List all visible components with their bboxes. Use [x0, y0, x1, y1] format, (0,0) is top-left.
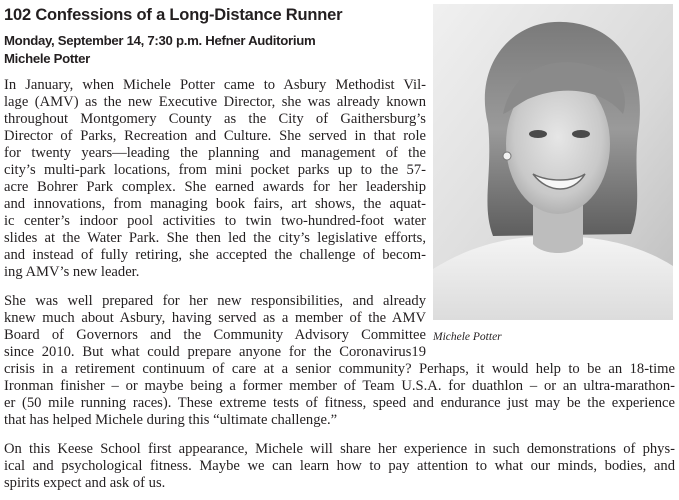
paragraph-2-line: er (50 mile running races). These extreme tests of fitness, speed and endurance just may be the experience [4, 395, 675, 411]
paragraph-3-line: spirits expect and ask of us. [4, 475, 166, 491]
paragraph-1-line: ic center’s indoor pool activities to twin two-hundred-foot water [4, 213, 426, 229]
paragraph-1-line: In January, when Michele Potter came to Asbury Methodist Vil- [4, 77, 426, 93]
paragraph-1-line: acre Bohrer Park complex. She earned awards for her leadership [4, 179, 426, 195]
paragraph-2-line: Ironman finisher – or maybe being a former member of Team U.S.A. for duathlon – or an ultra-marathon- [4, 378, 675, 394]
paragraph-2-line: knew much about Asbury, having served as a member of the AMV [4, 310, 426, 326]
paragraph-2-line: since 2010. But what could prepare anyone for the Coronavirus19 [4, 344, 426, 360]
paragraph-2-line: that has helped Michele during this “ultimate challenge.” [4, 412, 338, 428]
paragraph-1-line: city’s multi-park locations, from mini pocket parks up to the 57- [4, 162, 426, 178]
portrait-photo [433, 4, 673, 320]
paragraph-1-line: lage (AMV) as the new Executive Director, she was already known [4, 94, 426, 110]
page-title: 102 Confessions of a Long-Distance Runner [4, 6, 343, 24]
paragraph-2-line: Board of Governors and the Community Advisory Committee [4, 327, 426, 343]
paragraph-3-line: ical and psychological fitness. Maybe we can learn how to pay attention to what our minds, bodies, and [4, 458, 675, 474]
paragraph-1-line: Director of Parks, Recreation and Culture. She served in that role [4, 128, 426, 144]
event-details: Monday, September 14, 7:30 p.m. Hefner Auditorium [4, 33, 316, 48]
paragraph-1-line: slides at the Water Park. She then led the city’s legislative efforts, [4, 230, 426, 246]
paragraph-3-line: On this Keese School first appearance, Michele will share her experience in such demonstrations of phys- [4, 441, 675, 457]
photo-caption: Michele Potter [433, 331, 502, 343]
paragraph-1-line: and innovations, from managing book fairs, art shows, the aquat- [4, 196, 426, 212]
speaker-name: Michele Potter [4, 51, 90, 66]
paragraph-1-line: throughout Montgomery County as the City of Gaithersburg’s [4, 111, 426, 127]
paragraph-2-line: She was well prepared for her new responsibilities, and already [4, 293, 426, 309]
paragraph-2-line: crisis in a retirement continuum of care at a senior community? Perhaps, it would help to be an 18-time [4, 361, 675, 377]
paragraph-1-line: and instead of fully retiring, she accepted the challenge of becom- [4, 247, 426, 263]
paragraph-1-line: for twenty years—leading the planning and management of the [4, 145, 426, 161]
paragraph-1-line: ing AMV’s new leader. [4, 264, 140, 280]
